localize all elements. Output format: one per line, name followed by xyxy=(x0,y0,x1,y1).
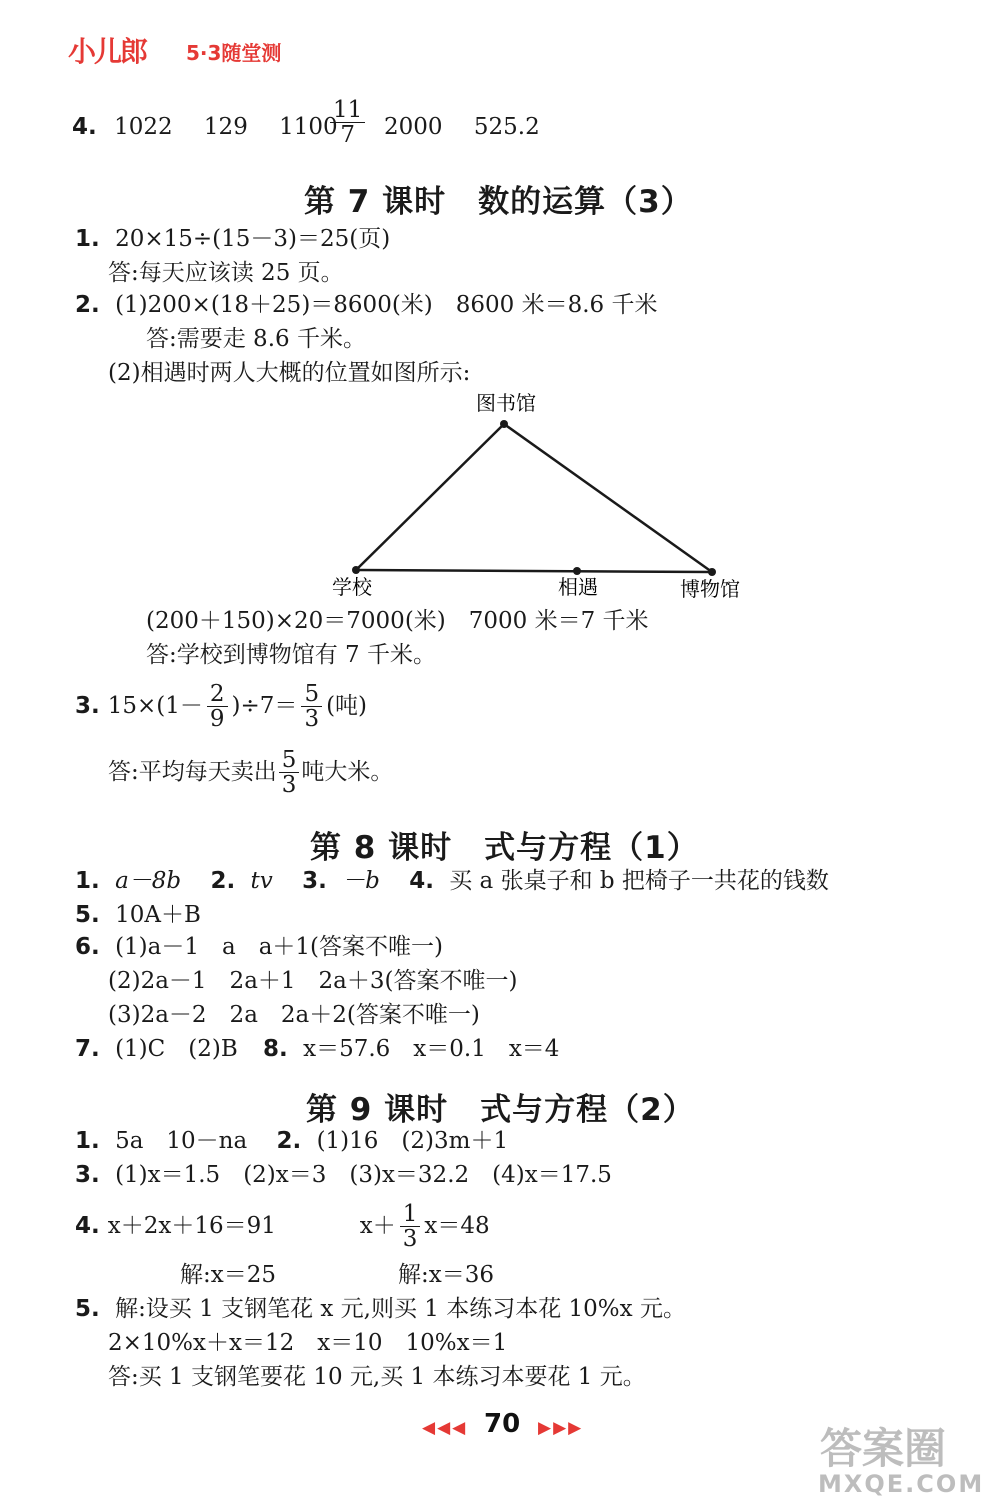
l7-q3-answer xyxy=(108,742,393,802)
answer-value: (3)2a－2 2a 2a＋2(答案不唯一) xyxy=(108,1002,480,1028)
question-number: 2. xyxy=(276,1128,302,1154)
label-museum: 博物馆 xyxy=(680,577,740,601)
equation: (200＋150)×20＝7000(米) 7000 米＝7 千米 xyxy=(146,608,649,634)
fraction-numerator: 2 xyxy=(207,682,228,707)
l9-line1 xyxy=(75,1126,508,1156)
question-number: 3. xyxy=(302,868,327,894)
l9-line4 xyxy=(75,1196,490,1256)
question-number: 3. xyxy=(75,1162,100,1188)
answer-text: 吨大米。 xyxy=(301,759,394,785)
answer-value: a－8b xyxy=(115,868,182,894)
meet-point xyxy=(573,567,581,575)
question-number: 1. xyxy=(75,226,100,252)
equation-part: 15×(1－ xyxy=(107,693,203,719)
answer-value: 解:设买 1 支钢笔花 x 元,则买 1 本练习本花 10%x 元。 xyxy=(115,1296,686,1322)
answer-value: tv xyxy=(250,868,273,894)
l8-line5 xyxy=(75,900,201,930)
watermark-logo: 答案圈 xyxy=(820,1424,947,1473)
answer-text: 答:平均每天卖出 xyxy=(108,759,277,785)
question-number: 1. xyxy=(75,868,100,894)
question-number: 2. xyxy=(210,868,236,894)
solution-text: 解:x＝36 xyxy=(398,1262,494,1288)
answer-text: 答:需要走 8.6 千米。 xyxy=(146,326,366,352)
school-point xyxy=(352,566,360,574)
question-number: 8. xyxy=(263,1036,288,1062)
equation-part: )÷7＝ xyxy=(231,693,298,719)
fraction-denominator: 3 xyxy=(304,705,320,732)
lesson-9-title: 第 9 课时 式与方程（2） xyxy=(306,1092,695,1128)
question-number: 6. xyxy=(75,934,100,960)
fraction-numerator: 5 xyxy=(279,748,300,773)
equation: x＋2x＋16＝91 xyxy=(107,1213,276,1239)
edge-school-museum xyxy=(356,570,712,572)
right-arrows-icon: ▶▶▶ xyxy=(538,1418,584,1438)
answer-value: x＝57.6 x＝0.1 x＝4 xyxy=(303,1036,560,1062)
question-number: 4. xyxy=(72,114,97,140)
question-number: 5. xyxy=(75,1296,100,1322)
brand-series: 5·3随堂测 xyxy=(186,41,282,65)
fraction-denominator: 9 xyxy=(209,705,225,732)
page-number: 70 xyxy=(484,1409,521,1439)
answer-value: 5a 10－na xyxy=(115,1128,248,1154)
brand-logo: 小儿郎 xyxy=(68,35,147,68)
edge-library-museum xyxy=(504,424,712,572)
answer-value: 买 a 张桌子和 b 把椅子一共花的钱数 xyxy=(449,868,829,894)
label-library: 图书馆 xyxy=(476,391,536,415)
equation-part: (吨) xyxy=(326,693,368,719)
equation: 20×15÷(15－3)＝25(页) xyxy=(115,226,391,252)
left-arrows-icon: ◀◀◀ xyxy=(422,1418,468,1438)
solution-text: 解:x＝25 xyxy=(180,1262,276,1288)
question-number: 3. xyxy=(75,693,100,719)
question-number: 2. xyxy=(75,292,100,318)
lesson-8-title: 第 8 课时 式与方程（1） xyxy=(310,830,699,866)
answer-text: 答:每天应该读 25 页。 xyxy=(108,260,344,286)
sub-question-text: (2)相遇时两人大概的位置如图所示: xyxy=(108,360,471,386)
fraction-numerator: 11 xyxy=(330,98,365,123)
fraction-denominator: 3 xyxy=(402,1225,418,1252)
answer-value: 1100 xyxy=(279,114,338,140)
answer-value: (1)16 (2)3m＋1 xyxy=(316,1128,509,1154)
edge-library-school xyxy=(356,424,504,570)
answer-value: 2000 xyxy=(384,114,443,140)
equation: 2×10%x＋x＝12 x＝10 10%x＝1 xyxy=(108,1330,508,1356)
answer-value: (1)x＝1.5 (2)x＝3 (3)x＝32.2 (4)x＝17.5 xyxy=(115,1162,612,1188)
answer-value: 10A＋B xyxy=(115,902,201,928)
museum-point xyxy=(708,568,716,576)
answer-value: (1)a－1 a a＋1(答案不唯一) xyxy=(115,934,443,960)
fraction-denominator: 7 xyxy=(340,122,355,148)
answer-value: (1)C (2)B xyxy=(115,1036,238,1062)
l7-q3 xyxy=(75,676,367,736)
answer-text: 答:买 1 支钢笔要花 10 元,买 1 本练习本要花 1 元。 xyxy=(108,1364,646,1390)
lesson-7-title: 第 7 课时 数的运算（3） xyxy=(304,184,693,220)
watermark-url: MXQE.COM xyxy=(818,1470,985,1498)
l8-line6 xyxy=(75,932,443,962)
question-number: 7. xyxy=(75,1036,100,1062)
answer-value: 525.2 xyxy=(473,114,540,140)
l8-line1 xyxy=(75,866,829,896)
fraction-denominator: 3 xyxy=(281,771,297,798)
question-number: 4. xyxy=(75,1213,100,1239)
l9-line5 xyxy=(75,1294,686,1324)
question-number: 5. xyxy=(75,902,100,928)
question-number: 1. xyxy=(75,1128,100,1154)
library-point xyxy=(500,420,508,428)
answer-value: 129 xyxy=(203,114,248,140)
question-number: 4. xyxy=(409,868,434,894)
l9-line3 xyxy=(75,1160,612,1190)
l8-line7 xyxy=(75,1034,559,1064)
fraction-numerator: 1 xyxy=(400,1202,421,1227)
answer-value: －b xyxy=(342,868,380,894)
fraction-numerator: 5 xyxy=(301,682,322,707)
equation-part: x＝48 xyxy=(424,1213,490,1239)
answer-value: (2)2a－1 2a＋1 2a＋3(答案不唯一) xyxy=(108,968,518,994)
answer-text: 答:学校到博物馆有 7 千米。 xyxy=(146,642,437,668)
equation-part: x＋ xyxy=(359,1213,396,1239)
label-meet: 相遇 xyxy=(558,575,598,599)
answer-value: 1022 xyxy=(114,114,173,140)
label-school: 学校 xyxy=(332,575,372,599)
equation: (1)200×(18＋25)＝8600(米) 8600 米＝8.6 千米 xyxy=(115,292,658,318)
